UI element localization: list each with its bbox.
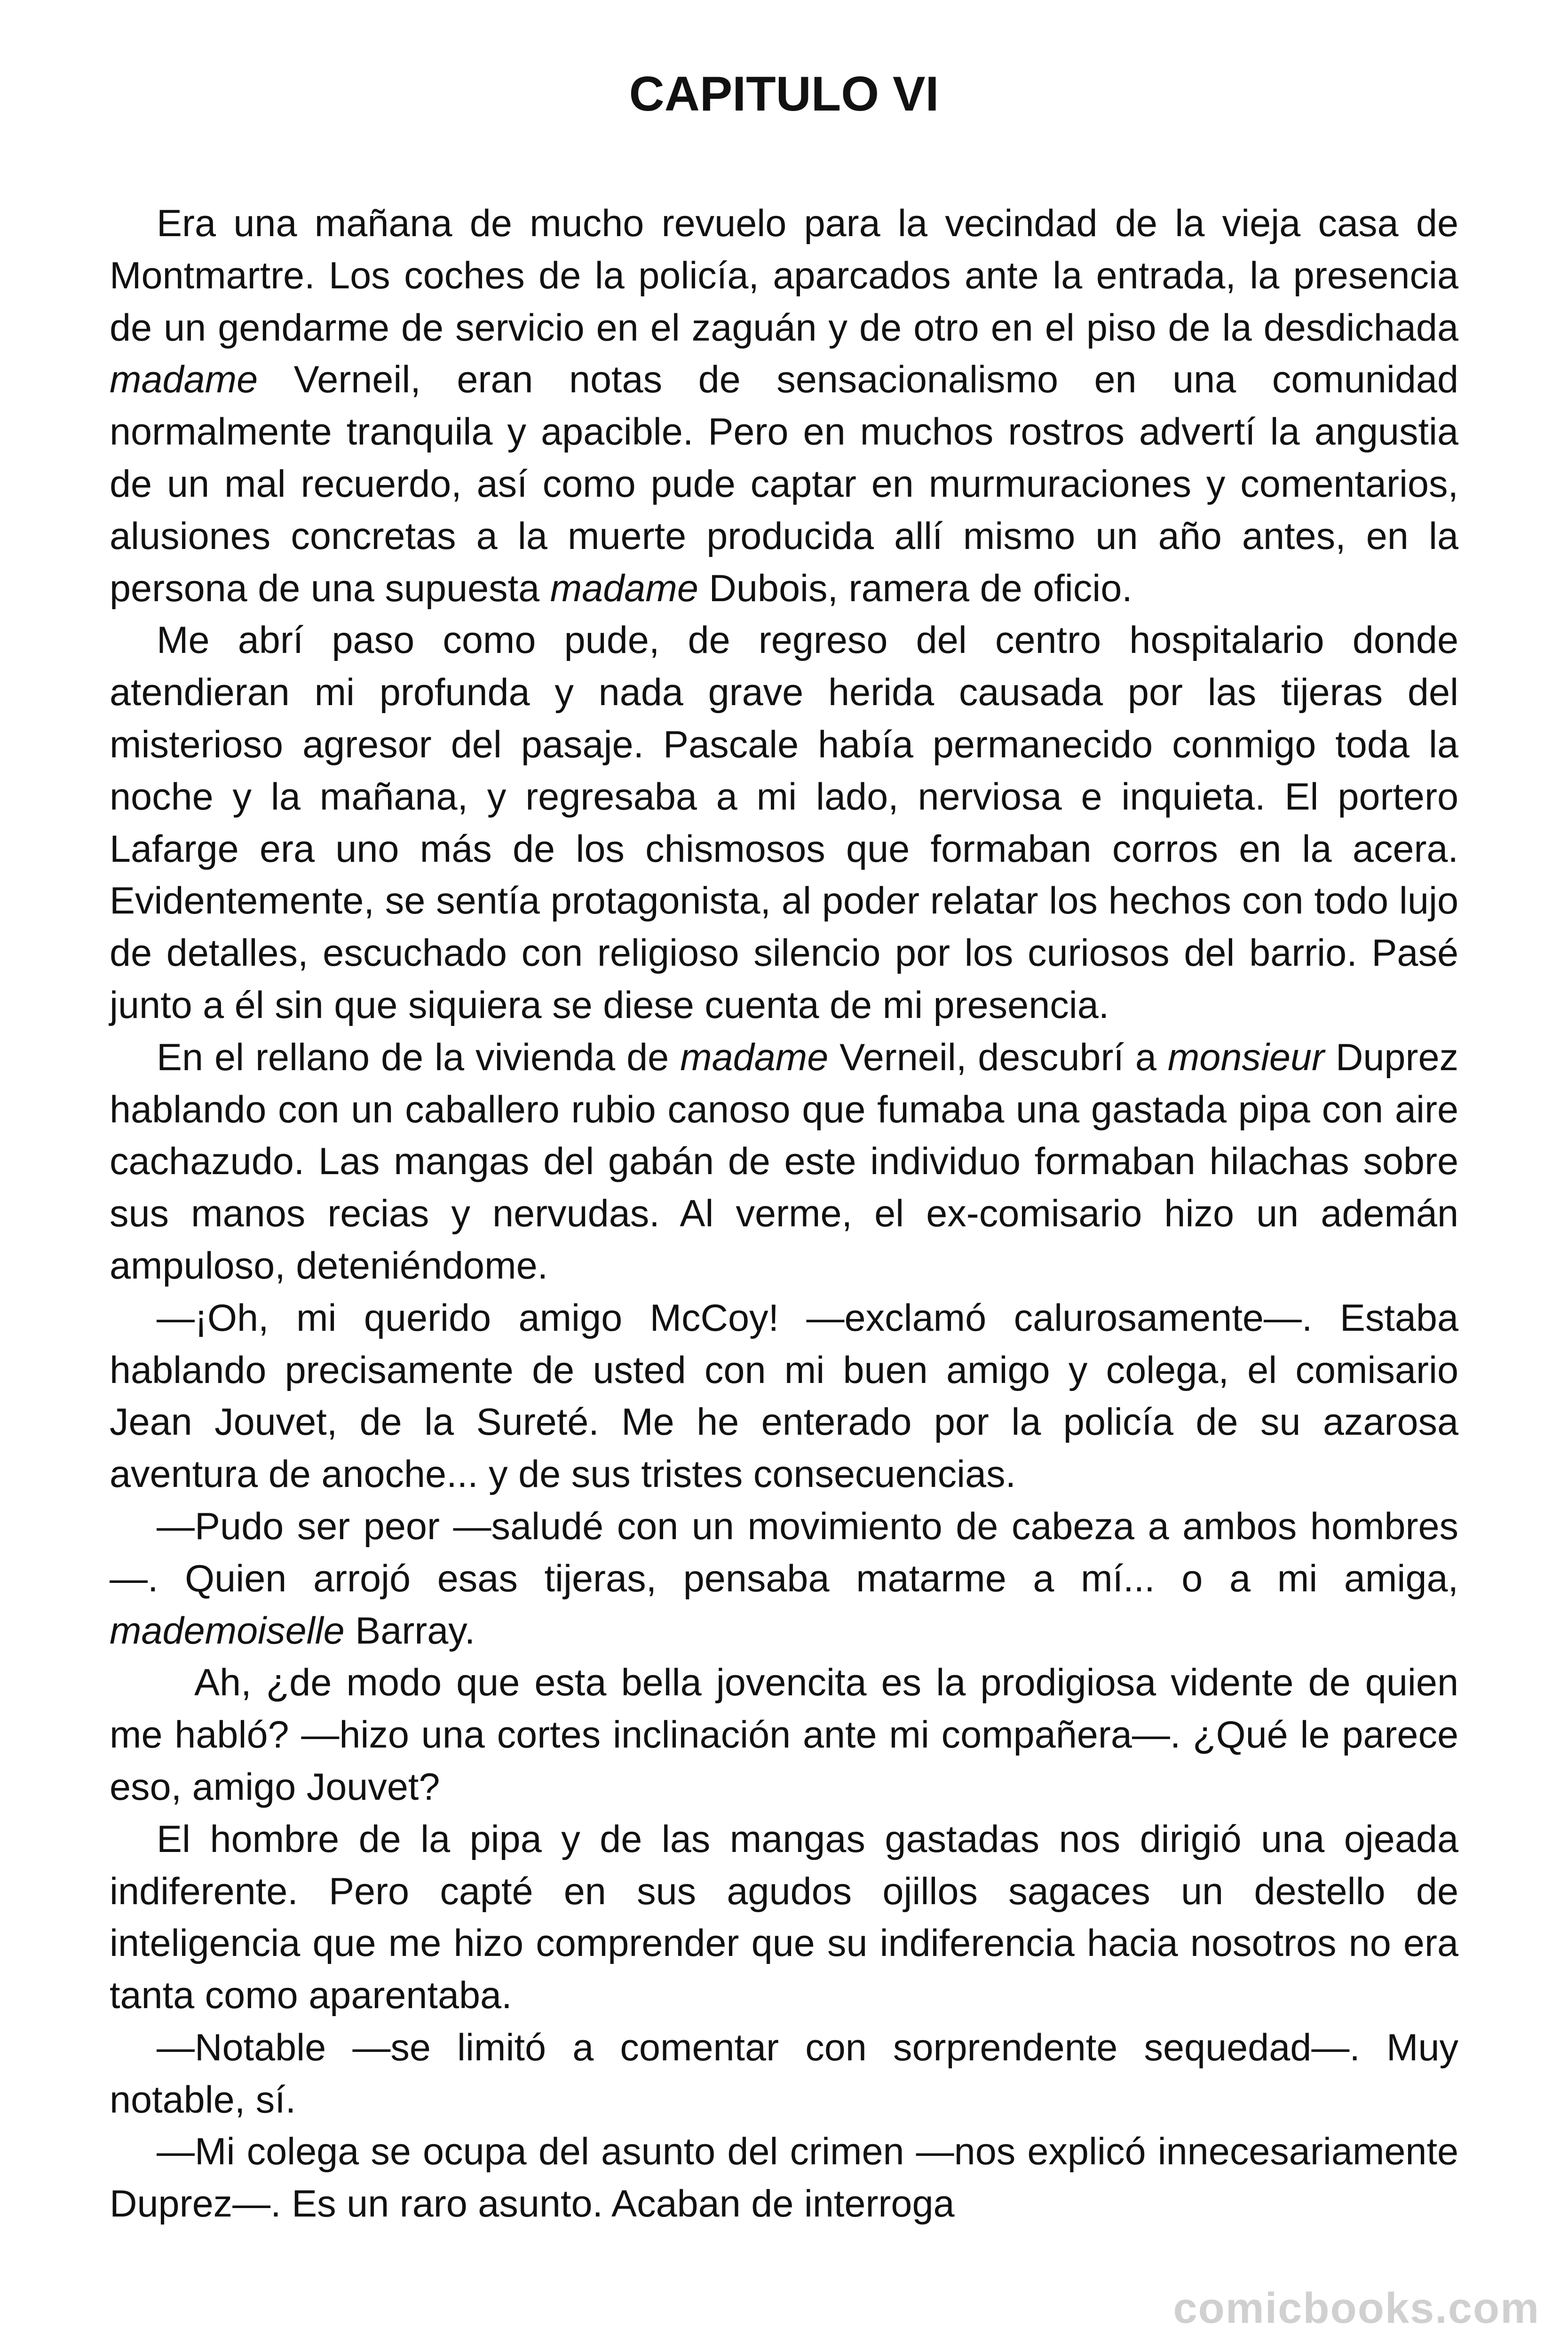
paragraph <box>110 614 1458 1031</box>
text-run: Verneil, descubrí a <box>828 1036 1168 1079</box>
text-run: Barray. <box>344 1609 475 1652</box>
paragraph <box>110 1813 1458 2022</box>
italic-text: madame <box>110 358 258 401</box>
paragraph <box>110 2022 1458 2126</box>
text-run: En el rellano de la vivienda de <box>157 1036 681 1079</box>
paragraph <box>110 1292 1458 1501</box>
paragraph <box>110 198 1458 614</box>
text-run: El hombre de la pipa y de las mangas gastadas nos dirigió una ojeada indiferente. Pero capté en sus agudos ojillos sagaces un destello de inteligencia que me hizo comprender que su indiferencia hacia nosotros no era tanta como aparentaba. <box>110 1818 1458 2017</box>
text-run: —Mi colega se ocupa del asunto del crimen —nos explicó innecesariamente Duprez—. Es un raro asunto. Acaban de interroga <box>110 2130 1458 2225</box>
paragraph <box>110 1657 1458 1813</box>
text-run: Me abrí paso como pude, de regreso del centro hospitalario donde atendieran mi profunda y nada grave herida causada por las tijeras del misterioso agresor del pasaje. Pascale había permanecido conmigo toda la noche y la mañana, y regresaba a mi lado, nerviosa e inquieta. El portero Lafarge era uno más de los chismosos que formaban corros en la acera. Evidentemente, se sentía protagonista, al poder relatar los hechos con todo lujo de detalles, escuchado con religioso silencio por los curiosos del barrio. Pasé junto a él sin que siquiera se diese cuenta de mi presencia. <box>110 619 1458 1026</box>
text-run: Verneil, eran notas de sensacionalismo en una comunidad normalmente tranquila y apacible. Pero en muchos rostros advertí la angustia de un mal recuerdo, así como pude captar en murmuraciones y comentarios, alusiones concretas a la muerte producida allí mismo un año antes, en la persona de una supuesta <box>110 358 1458 610</box>
chapter-body <box>110 198 1458 2230</box>
text-run: —Pudo ser peor —saludé con un movimiento de cabeza a ambos hombres—. Quien arrojó esas tijeras, pensaba matarme a mí... o a mi amiga, <box>110 1505 1458 1600</box>
text-run: —Notable —se limitó a comentar con sorprendente sequedad—. Muy notable, sí. <box>110 2026 1458 2121</box>
text-run: Duprez hablando con un caballero rubio canoso que fumaba una gastada pipa con aire cachazudo. Las mangas del gabán de este individuo formaban hilachas sobre sus manos recias y nervudas. Al verme, el ex-comisario hizo un ademán ampuloso, deteniéndome. <box>110 1036 1458 1287</box>
paragraph <box>110 2126 1458 2230</box>
text-run: Era una mañana de mucho revuelo para la vecindad de la vieja casa de Montmartre. Los coches de la policía, aparcados ante la entrada, la presencia de un gendarme de servicio en el zaguán y de otro en el piso de la desdichada <box>110 202 1458 349</box>
italic-text: madame <box>680 1036 829 1079</box>
watermark: comicbooks.com <box>1173 2284 1540 2332</box>
italic-text: madame <box>550 567 698 610</box>
text-run: Dubois, ramera de oficio. <box>698 567 1132 610</box>
text-run: Ah, ¿de modo que esta bella jovencita es la prodigiosa vidente de quien me habló? —hizo una cortes inclinación ante mi compañera—. ¿Qué le parece eso, amigo Jouvet? <box>110 1661 1458 1808</box>
paragraph <box>110 1501 1458 1657</box>
italic-text: monsieur <box>1167 1036 1324 1079</box>
text-run: —¡Oh, mi querido amigo McCoy! —exclamó calurosamente—. Estaba hablando precisamente de usted con mi buen amigo y colega, el comisario Jean Jouvet, de la Sureté. Me he enterado por la policía de su azarosa aventura de anoche... y de sus tristes consecuencias. <box>110 1296 1458 1496</box>
italic-text: mademoiselle <box>110 1609 345 1652</box>
paragraph <box>110 1032 1458 1292</box>
chapter-title: CAPITULO VI <box>629 67 939 121</box>
